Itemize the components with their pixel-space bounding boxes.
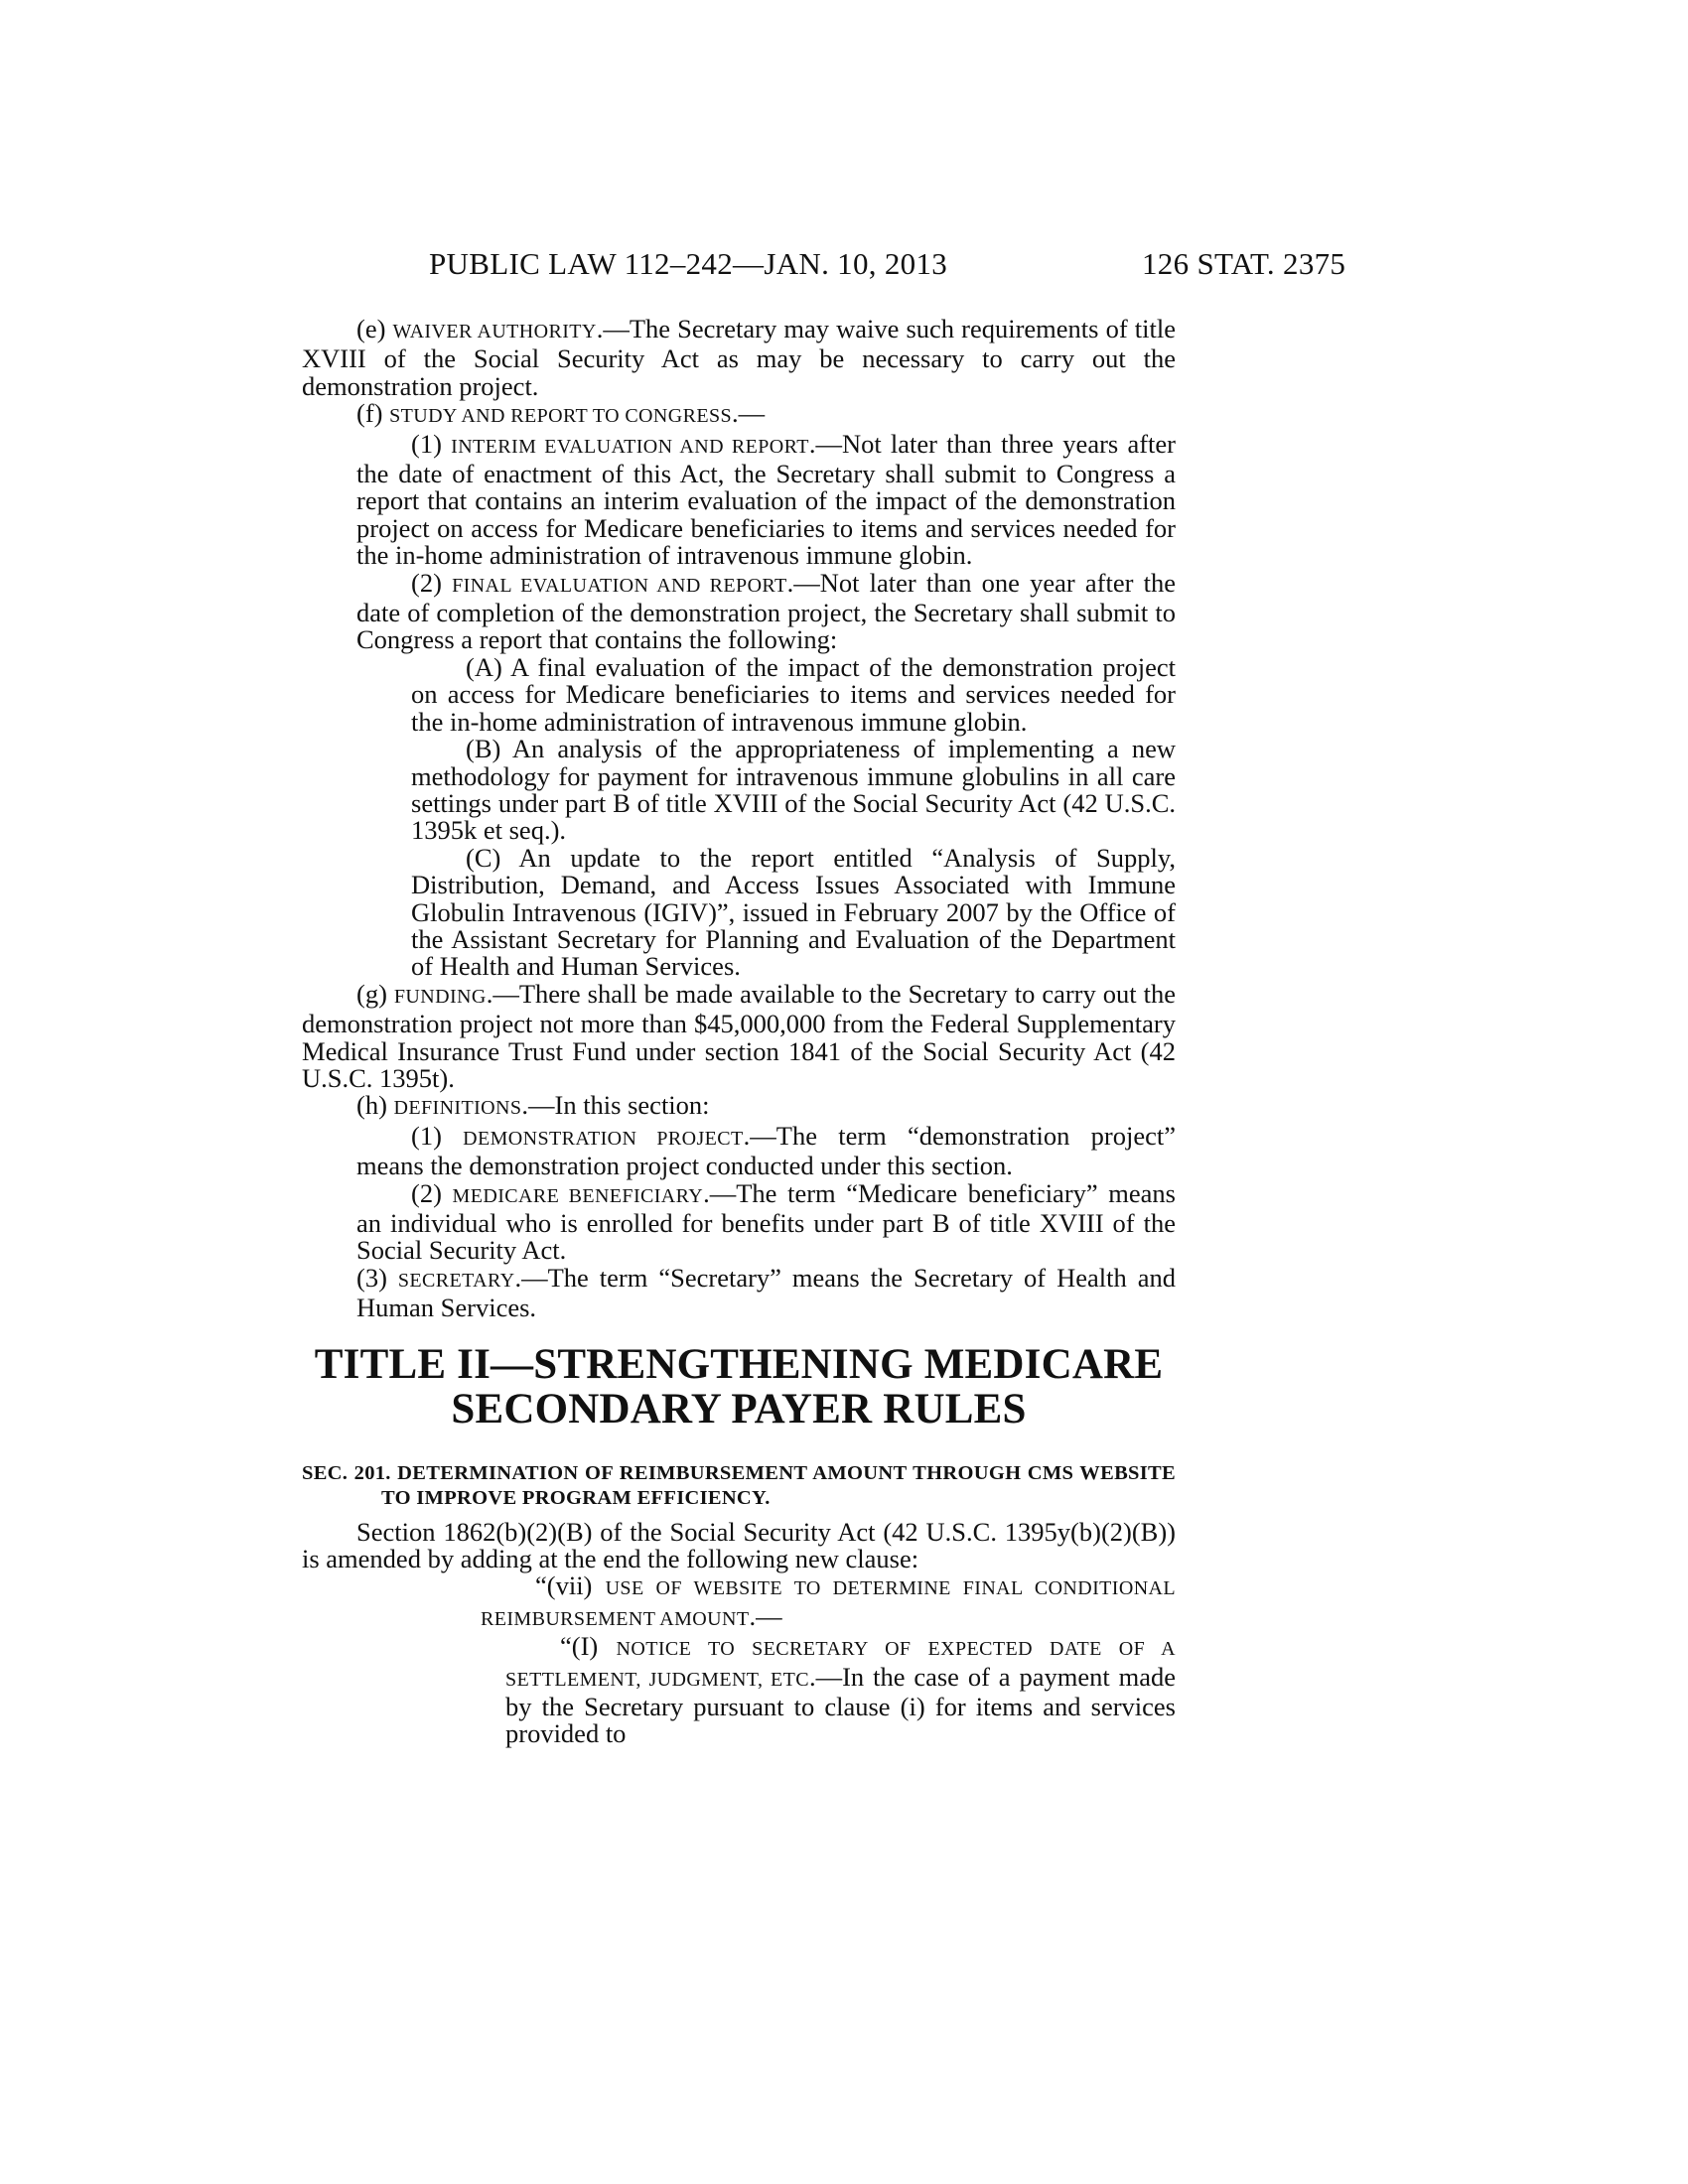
subclause-I-heading: NOTICE TO SECRETARY OF EXPECTED DATE OF A SETTLEMENT, JUDGMENT, ETC: [505, 1638, 1176, 1691]
subparagraph-f2-b: (B) An analysis of the appropriateness of implementing a new methodology for payment for intravenous immune globulins in all care settings under part B of title XVIII of the Social Security Act (42 U.S.C. 1395k et seq.).: [411, 734, 1176, 846]
subparagraph-f2-c: (C) An update to the report entitled “Analysis of Supply, Distribution, Demand, and Access Issues Associated with Immune Globulin Intravenous (IGIV)”, issued in February 2007 by the Office of the Assistant Secretary for Planning and Evaluation of the Department of Health and Human Services.: [411, 842, 1176, 982]
definition-3-text: .—The term “Secretary” means the Secretary of Health and Human Services.: [356, 1262, 1176, 1323]
running-header-public-law: PUBLIC LAW 112–242—JAN. 10, 2013: [429, 246, 948, 281]
title-line-2: SECONDARY PAYER RULES: [451, 1385, 1027, 1433]
subclause-I: [302, 1633, 1176, 1748]
subsection-e: [302, 316, 1176, 400]
paragraph-f2-heading: FINAL EVALUATION AND REPORT: [452, 574, 787, 597]
section-201-heading: SEC. 201. DETERMINATION OF REIMBURSEMENT AMOUNT THROUGH CMS WEBSITE TO IMPROVE PROGRAM EFFICIENCY.: [302, 1461, 1176, 1509]
clause-vii-heading: USE OF WEBSITE TO DETERMINE FINAL CONDITIONAL REIMBURSEMENT AMOUNT: [481, 1577, 1177, 1630]
paragraph-f1: [302, 428, 1177, 571]
definition-2-heading: MEDICARE BENEFICIARY: [452, 1184, 704, 1207]
subsection-g-lead: (g): [356, 978, 394, 1009]
definition-2-text: .—The term “Medicare beneficiary” means an individual who is enrolled for benefits under part B of title XVIII of the Social Security Act.: [356, 1177, 1176, 1266]
subsection-h-text: .—In this section:: [521, 1090, 710, 1121]
paragraph-f2: [302, 567, 1176, 655]
subsection-e-lead: (e): [356, 314, 393, 343]
paragraph-f1-text: .—Not later than three years after the date of enactment of this Act, the Secretary shall submit to Congress a report that contains an interim evaluation of the impact of the demonstration project on access for Medicare beneficiaries to items and services needed for the in-home administration of intravenous immune globin.: [356, 428, 1177, 571]
subsection-f: [302, 400, 1176, 430]
subclause-I-text: .—In the case of a payment made by the Secretary pursuant to clause (i) for items and services provided to: [505, 1661, 1176, 1749]
definition-3-heading: SECRETARY: [397, 1269, 515, 1292]
title-heading: [302, 1342, 1176, 1432]
clause-vii-text: .—: [749, 1600, 782, 1631]
page-body: [302, 316, 1176, 1748]
subsection-h-heading: DEFINITIONS: [393, 1097, 522, 1120]
subclause-I-lead: “(I): [560, 1631, 617, 1662]
section-201-body: Section 1862(b)(2)(B) of the Social Security Act (42 U.S.C. 1395y(b)(2)(B)) is amended by adding at the end the following new clause:: [302, 1516, 1176, 1574]
definition-medicare-beneficiary: [302, 1177, 1176, 1266]
definition-1-text: .—The term “demonstration project” means the demonstration project conducted under this section.: [356, 1120, 1176, 1181]
paragraph-f1-heading: INTERIM EVALUATION AND REPORT: [451, 435, 809, 458]
subsection-f-text: .—: [732, 398, 766, 429]
subparagraph-f2-a: (A) A final evaluation of the impact of the demonstration project on access for Medicare beneficiaries to items and services needed for the in-home administration of intravenous immune globin.: [411, 651, 1176, 737]
title-line-1: TITLE II—STRENGTHENING MEDICARE: [314, 1340, 1164, 1388]
definition-3-lead: (3): [356, 1262, 398, 1293]
subsection-g-text: .—There shall be made available to the Secretary to carry out the demonstration project not more than $45,000,000 from the Federal Supplementary Medical Insurance Trust Fund under section 1841 of the Social Security Act (42 U.S.C. 1395t).: [302, 978, 1176, 1093]
definition-1-lead: (1): [411, 1120, 464, 1151]
running-header-stat-page: 126 STAT. 2375: [1142, 246, 1346, 281]
paragraph-f1-lead: (1): [411, 428, 452, 459]
paragraph-f2-text: .—Not later than one year after the date of completion of the demonstration project, the Secretary shall submit to Congress a report that contains the following:: [356, 567, 1176, 655]
clause-vii: [302, 1572, 1176, 1633]
definition-1-heading: DEMONSTRATION PROJECT: [463, 1127, 744, 1150]
subsection-e-heading: WAIVER AUTHORITY: [392, 321, 597, 342]
subsection-h-lead: (h): [356, 1090, 394, 1121]
subsection-e-text: .—The Secretary may waive such requirements of title XVIII of the Social Security Act as may be necessary to carry out the demonstration project.: [302, 314, 1176, 401]
definition-2-lead: (2): [411, 1177, 453, 1208]
subsection-f-lead: (f): [356, 398, 390, 429]
paragraph-f2-lead: (2): [411, 567, 453, 598]
subsection-g: [302, 978, 1176, 1093]
definition-secretary: [302, 1262, 1176, 1323]
clause-vii-lead: “(vii): [535, 1570, 606, 1601]
definition-demonstration-project: [302, 1120, 1176, 1181]
subsection-h: [302, 1092, 1176, 1122]
subsection-g-heading: FUNDING: [393, 985, 487, 1008]
subsection-f-heading: STUDY AND REPORT TO CONGRESS: [389, 405, 732, 428]
